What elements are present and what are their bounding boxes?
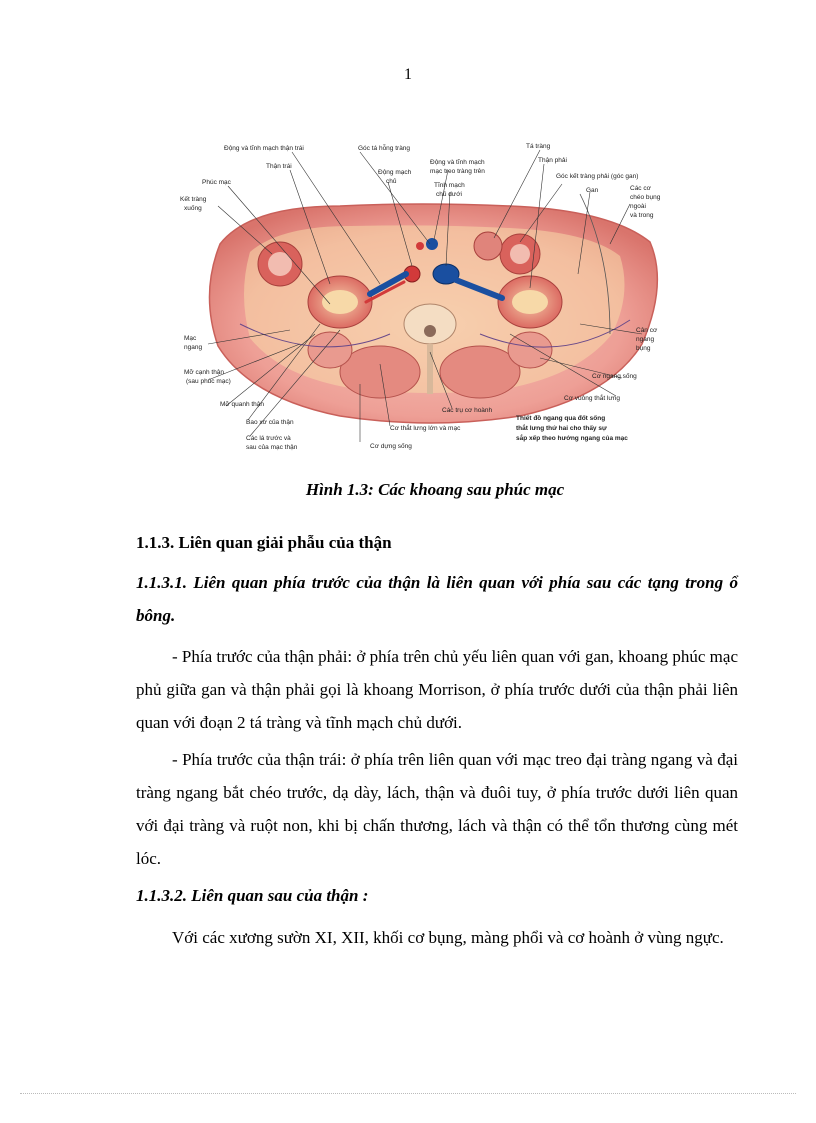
label-cac-tru-co-hoanh: Các trụ cơ hoành [442,407,493,414]
sma-smv [426,238,438,250]
label-cac-la-truoc-2: sau của mạc thận [246,444,298,451]
vertebral-body [404,304,456,344]
label-phuc-mac: Phúc mạc [202,179,231,186]
label-can-co-ngang-1: Cân cơ [636,327,658,334]
figure-note-line-1: Thiết đồ ngang qua đốt sống [516,415,606,422]
label-dong-tinh-mach-than-trai: Động và tĩnh mạch thận trái [224,145,304,152]
label-dong-tinh-mach-mac-treo-1: Động và tĩnh mạch [430,159,485,166]
label-cac-la-truoc-1: Các lá trước và [246,435,291,442]
label-can-co-ngang-2: ngang [636,336,655,343]
subsection-heading-1: 1.1.3.1. Liên quan phía trước của thận là liên quan với phía sau các tạng trong ổ bông. [136,573,738,625]
label-gan: Gan [586,187,599,194]
label-cac-co-cheo-4: và trong [630,212,654,219]
retroperitoneal-cross-section-illustration [180,134,670,464]
label-chu: chủ [386,178,397,185]
label-co-vuong-that-lung: Cơ vuông thắt lưng [564,395,620,402]
label-dong-tinh-mach-mac-treo-2: mạc treo tràng trên [430,168,485,175]
subsection-heading-2: 1.1.3.2. Liên quan sau của thận : [136,886,369,905]
label-mo-quanh-than: Mỡ quanh thận [220,401,265,408]
label-goc-ket-trang-phai: Góc kết tràng phải (góc gan) [556,173,639,180]
label-co-that-lung: Cơ thắt lưng lớn và mạc [390,425,461,432]
duodenum [474,232,502,260]
page-number: 1 [404,66,412,83]
section-heading: 1.1.3. Liên quan giải phẫu của thận [136,533,392,552]
figure-note-line-3: sắp xếp theo hướng ngang của mạc [516,435,628,442]
label-ket-trang: Kết tràng [180,196,207,203]
label-co-ngang-song: Cơ ngang sống [592,373,637,380]
paragraph-2: - Phía trước của thận trái: ở phía trên liên quan với mạc treo đại tràng ngang và đại tràng ngang bắt chéo trước, dạ dày, lách, thận và đuôi tuy, ở phía trước dưới liên quan với đại tràng và ruột non, khi bị chấn thương, lách và thận có thể tổn thương cùng mét lóc. [136,750,738,868]
figure-note-line-2: thắt lưng thứ hai cho thấy sự [516,425,607,432]
label-mac-ngang-2: ngang [184,344,203,351]
label-ta-trang: Tá tràng [526,143,551,150]
label-mo-canh-than-2: (sau phúc mạc) [186,378,231,385]
label-bao-xo: Bao xơ của thận [246,419,294,426]
label-than-trai: Thận trái [266,163,292,170]
label-cac-co-cheo-1: Các cơ [630,185,651,192]
label-chu-duoi: chủ dưới [436,191,462,198]
label-cac-co-cheo-3: ngoài [630,203,646,210]
label-than-phai: Thận phải [538,157,567,164]
label-goc-ta-hong-trang: Góc tá hỗng tràng [358,145,411,152]
label-mo-canh-than-1: Mỡ cạnh thận [184,369,225,376]
paragraph-3: Với các xương sườn XI, XII, khối cơ bụng, màng phổi và cơ hoành ở vùng ngực. [172,928,724,947]
label-cac-co-cheo-2: chéo bụng [630,194,661,201]
label-tinh-mach: Tĩnh mạch [434,182,465,189]
label-mac-ngang-1: Mạc [184,335,197,342]
label-dong-mach: Động mạch [378,169,412,176]
paragraph-1: - Phía trước của thận phải: ở phía trên chủ yếu liên quan với gan, khoang phúc mạc phủ giữa gan và thận phải gọi là khoang Morrison, ở phía trước dưới của thận phải liên quan với đoạn 2 tá tràng và tĩnh mạch chủ dưới. [136,647,738,732]
footer-divider [20,1093,796,1094]
anatomy-figure [180,134,670,464]
label-xuong: xuống [184,205,202,212]
label-can-co-ngang-3: bụng [636,345,651,352]
figure-caption: Hình 1.3: Các khoang sau phúc mạc [305,480,565,499]
label-co-dung-song: Cơ dựng sống [370,443,412,450]
